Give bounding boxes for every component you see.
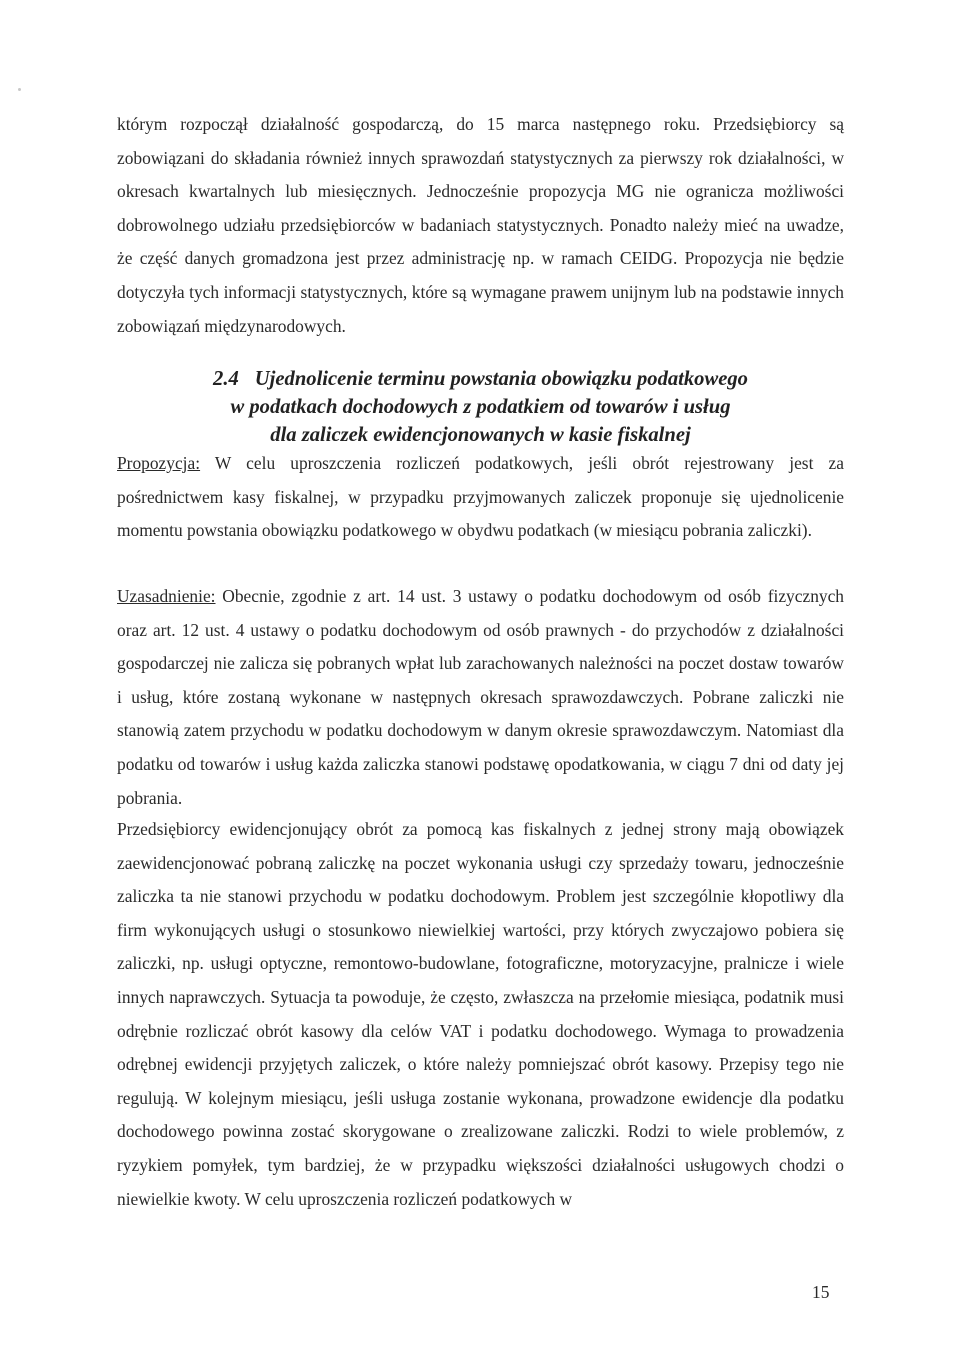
section-heading-line-1 — [117, 365, 844, 393]
proposal-paragraph — [117, 447, 844, 548]
intro-paragraph: którym rozpoczął działalność gospodarczą, do 15 marca następnego roku. Przedsiębiorcy są zobowiązani do składania również innych sprawozdań statystycznych za pierwszy rok działalności, w okresach kwartalnych lub miesięcznych. Jednocześnie propozycja MG nie ogranicza możliwości dobrowolnego udziału przedsiębiorców w badaniach statystycznych. Ponadto należy mieć na uwadze, że część danych gromadzona jest przez administrację np. w ramach CEIDG. Propozycja nie będzie dotyczyła tych informacji statystycznych, które są wymagane prawem unijnym lub na podstawie innych zobowiązań międzynarodowych. — [117, 114, 844, 336]
justification-label: Uzasadnienie: — [117, 586, 216, 606]
section-title-line-1: Ujednolicenie terminu powstania obowiązku podatkowego — [254, 368, 748, 390]
proposal-text: W celu uproszczenia rozliczeń podatkowych, jeśli obrót rejestrowany jest za pośrednictwem kasy fiskalnej, w przypadku przyjmowanych zaliczek proponuje się ujednolicenie momentu powstania obowiązku podatkowego w obydwu podatkach (w miesiącu pobrania zaliczki). — [117, 453, 844, 541]
proposal-label: Propozycja: — [117, 453, 201, 473]
section-number: 2.4 — [213, 368, 239, 390]
section-heading — [117, 365, 844, 449]
scan-artifact-dot — [18, 88, 21, 91]
businesses-paragraph: Przedsiębiorcy ewidencjonujący obrót za pomocą kas fiskalnych z jednej strony mają obowiązek zaewidencjonować pobraną zaliczkę na poczet wykonania usługi czy sprzedaży towaru, jednocześnie zaliczka ta nie stanowi przychodu w podatku dochodowym. Problem jest szczególnie kłopotliwy dla firm wykonujących usługi o stosunkowo niewielkiej wartości, przy których zwyczajowo pobiera się zaliczki, np. usługi optyczne, remontowo-budowlane, fotograficzne, motoryzacyjne, pralnicze i wiele innych naprawczych. Sytuacja ta powoduje, że często, zwłaszcza na przełomie miesiąca, podatnik musi odrębnie rozliczać obrót kasowy dla celów VAT i podatku dochodowego. Wymaga to prowadzenia odrębnej ewidencji przyjętych zaliczek, o które należy pomniejszać obrót kasowy. Przepisy tego nie regulują. W kolejnym miesiącu, jeśli usługa zostanie wykonana, prowadzone ewidencje dla podatku dochodowego powinna zostać skorygowane o zrealizowane zaliczki. Rodzi to wiele problemów, z ryzykiem pomyłek, tym bardziej, że w przypadku większości działalności usługowych chodzi o niewielkie kwoty. W celu uproszczenia rozliczeń podatkowych w — [117, 819, 844, 1209]
section-title-line-3: dla zaliczek ewidencjonowanych w kasie fiskalnej — [270, 424, 691, 446]
justification-text: Obecnie, zgodnie z art. 14 ust. 3 ustawy o podatku dochodowym od osób fizycznych oraz art. 12 ust. 4 ustawy o podatku dochodowym od osób prawnych - do przychodów z działalności gospodarczej nie zalicza się pobranych wpłat lub zarachowanych należności na poczet dostaw towarów i usług, które zostaną wykonane w następnych okresach sprawozdawczych. Pobrane zaliczki nie stanowią zatem przychodu w podatku dochodowym w danym okresie sprawozdawczym. Natomiast dla podatku od towarów i usług każda zaliczka stanowi podstawę opodatkowania, w ciągu 7 dni od daty jej pobrania. — [117, 586, 844, 808]
section-title-line-2: w podatkach dochodowych z podatkiem od towarów i usług — [230, 396, 731, 418]
page-number: 15 — [812, 1282, 830, 1302]
justification-paragraph — [117, 580, 844, 815]
